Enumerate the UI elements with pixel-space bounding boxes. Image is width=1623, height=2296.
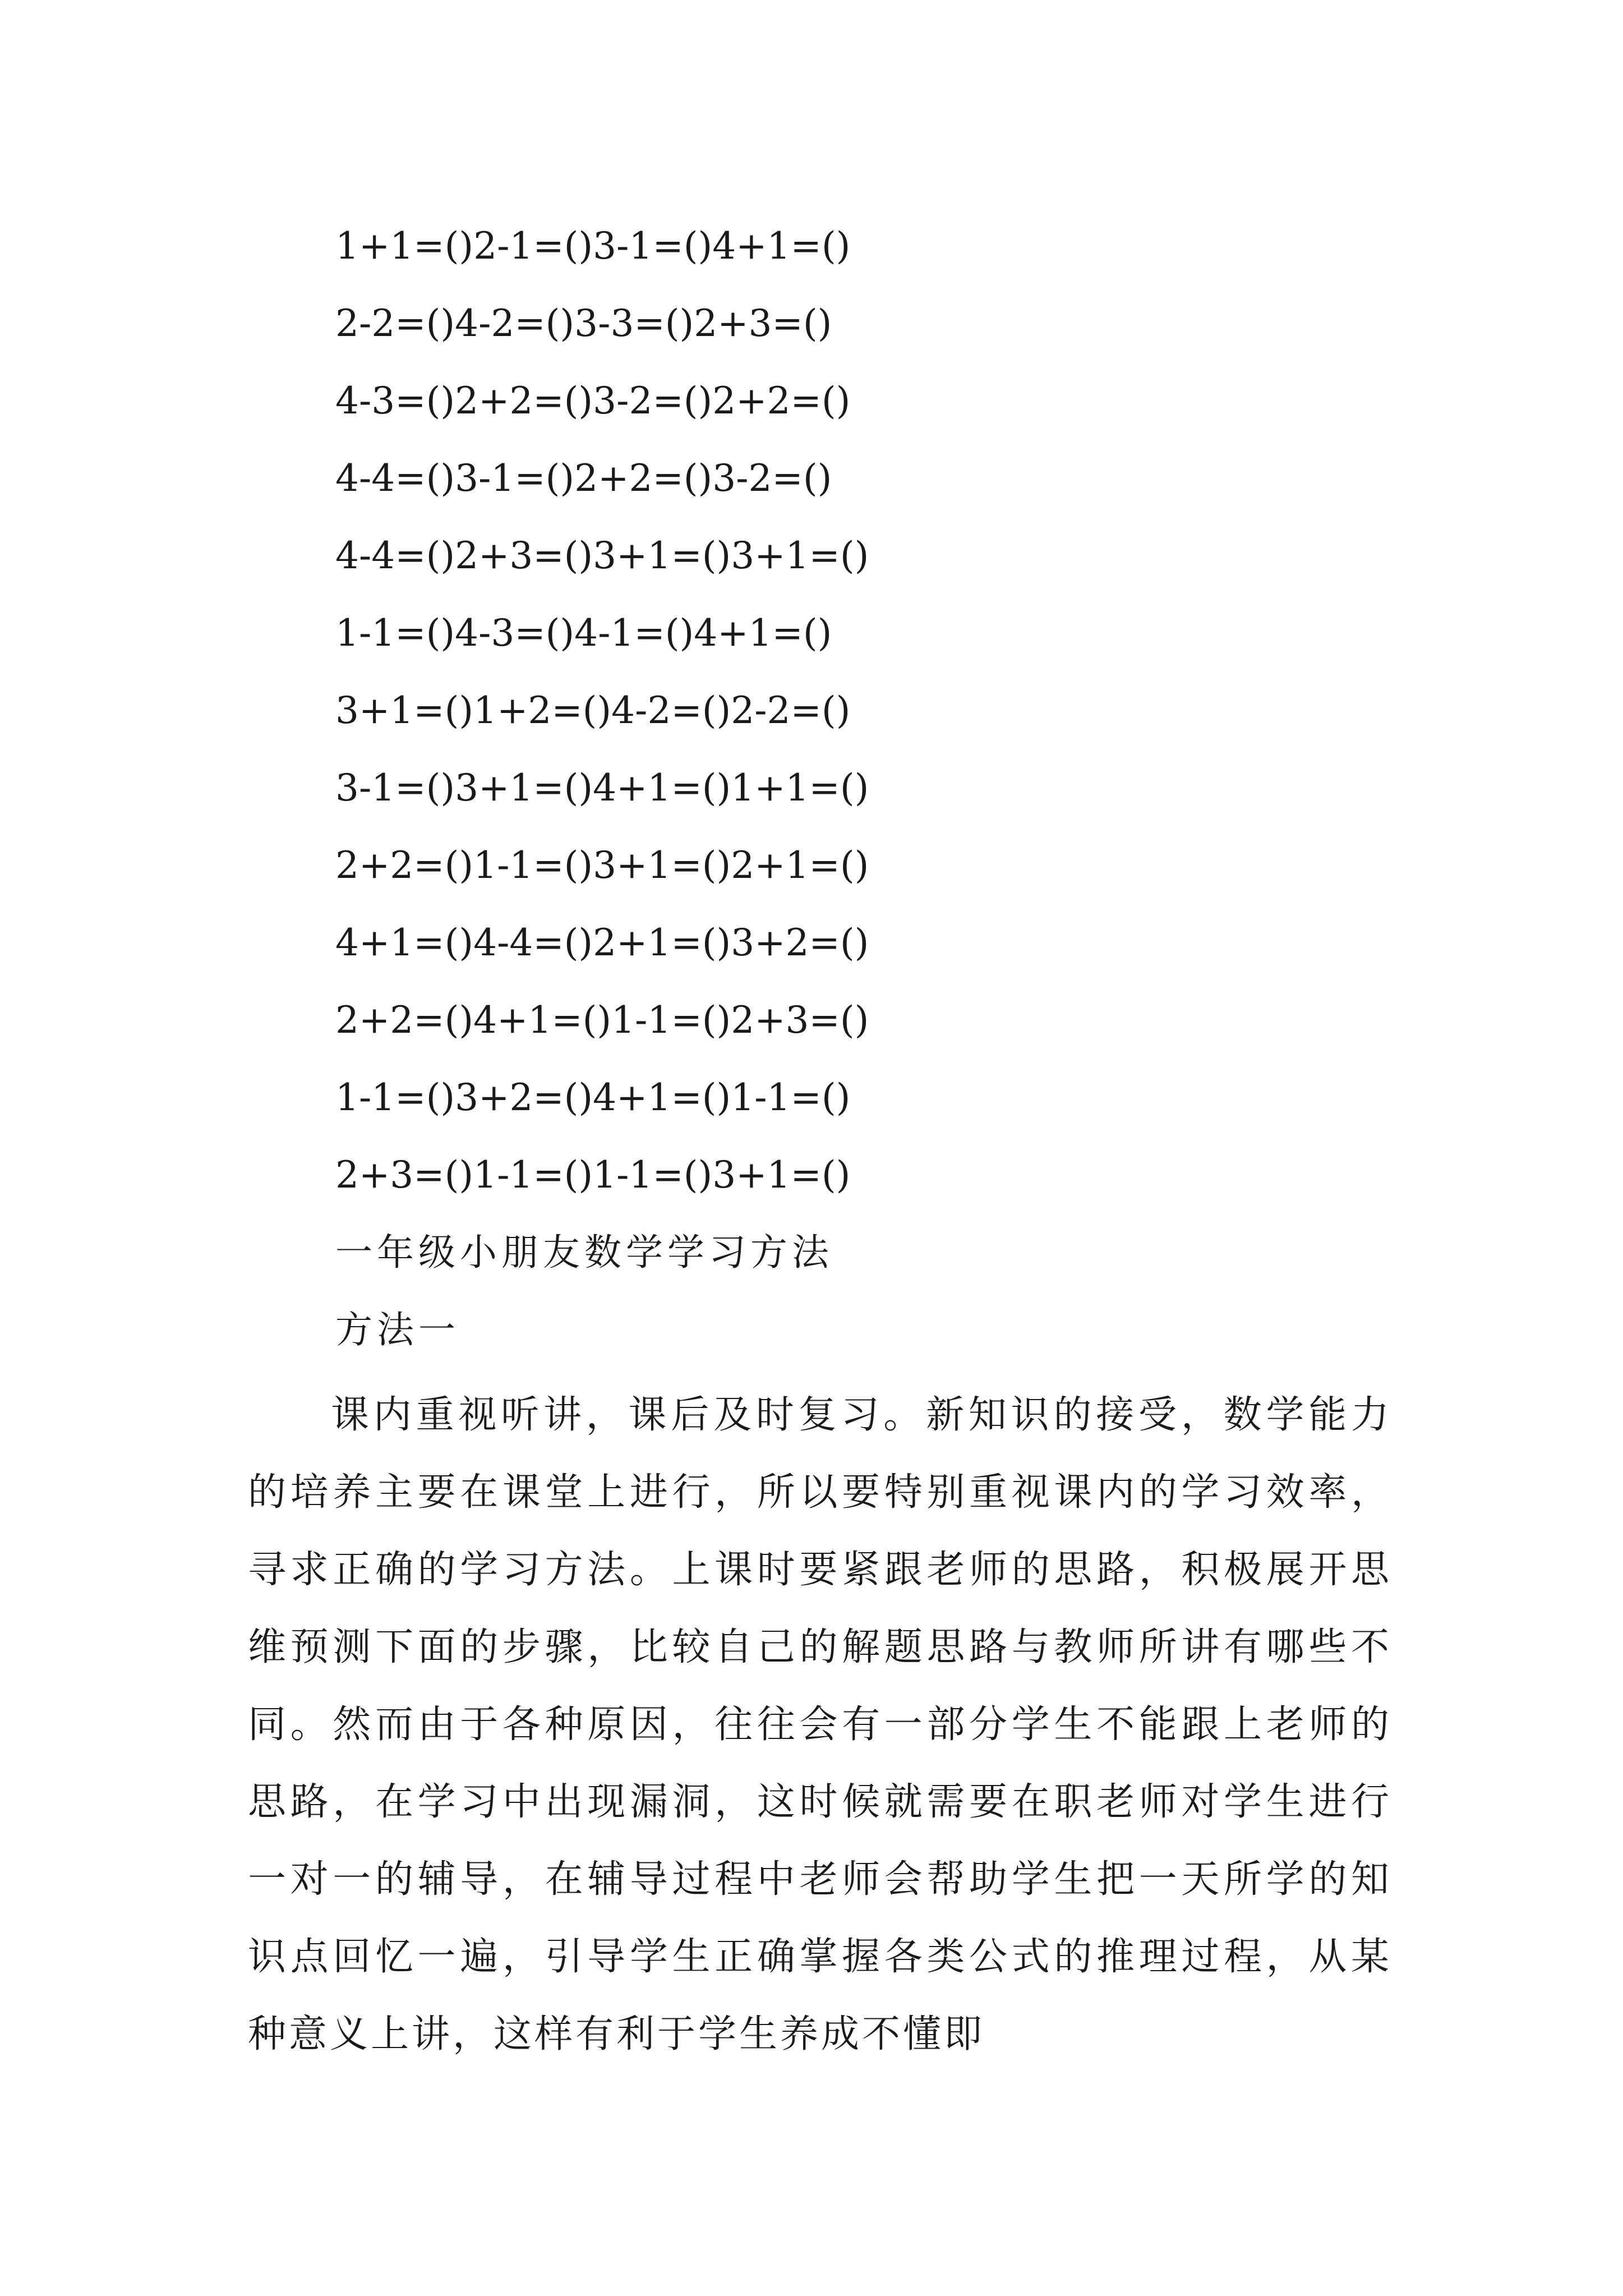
equation-text: 1-1=()3+2=()4+1=()1-1=() (335, 1076, 851, 1119)
equation-text: 1-1=()4-3=()4-1=()4+1=() (335, 611, 832, 655)
equation-row (335, 835, 869, 913)
equation-row (335, 758, 869, 835)
equation-row (335, 526, 869, 603)
equation-list (335, 216, 869, 1222)
equation-row (335, 293, 869, 371)
equation-row (335, 1068, 869, 1145)
equation-text: 4-4=()3-1=()2+2=()3-2=() (335, 457, 832, 500)
equation-text: 2+2=()4+1=()1-1=()2+3=() (335, 999, 869, 1042)
equation-row (335, 603, 869, 680)
equation-text: 3-1=()3+1=()4+1=()1+1=() (335, 766, 869, 809)
equation-row (335, 448, 869, 526)
equation-text: 4-4=()2+3=()3+1=()3+1=() (335, 534, 869, 577)
equation-text: 1+1=()2-1=()3-1=()4+1=() (335, 224, 851, 268)
body-paragraph: 课内重视听讲，课后及时复习。新知识的接受，数学能力的培养主要在课堂上进行，所以要特别重视课内的学习效率，寻求正确的学习方法。上课时要紧跟老师的思路，积极展开思维预测下面的步骤，比较自己的解题思路与教师所讲有哪些不同。然而由于各种原因，往往会有一部分学生不能跟上老师的思路，在学习中出现漏洞，这时候就需要在职老师对学生进行一对一的辅导，在辅导过程中老师会帮助学生把一天所学的知识点回忆一遍，引导学生正确掌握各类公式的推理过程，从某种意义上讲，这样有利于学生养成不懂即 (248, 1393, 1392, 2056)
equation-text: 3+1=()1+2=()4-2=()2-2=() (335, 689, 851, 732)
method-label: 方法一 (335, 1308, 460, 1351)
section-title: 一年级小朋友数学学习方法 (335, 1231, 833, 1274)
equation-text: 4+1=()4-4=()2+1=()3+2=() (335, 921, 869, 964)
equation-text: 4-3=()2+2=()3-2=()2+2=() (335, 379, 851, 422)
equation-row (335, 1145, 869, 1222)
equation-row (335, 680, 869, 758)
equation-row (335, 990, 869, 1068)
equation-text: 2+3=()1-1=()1-1=()3+1=() (335, 1153, 851, 1197)
equation-row (335, 913, 869, 990)
equation-row (335, 371, 869, 448)
equation-row (335, 216, 869, 293)
equation-text: 2+2=()1-1=()3+1=()2+1=() (335, 844, 869, 887)
equation-text: 2-2=()4-2=()3-3=()2+3=() (335, 302, 832, 345)
